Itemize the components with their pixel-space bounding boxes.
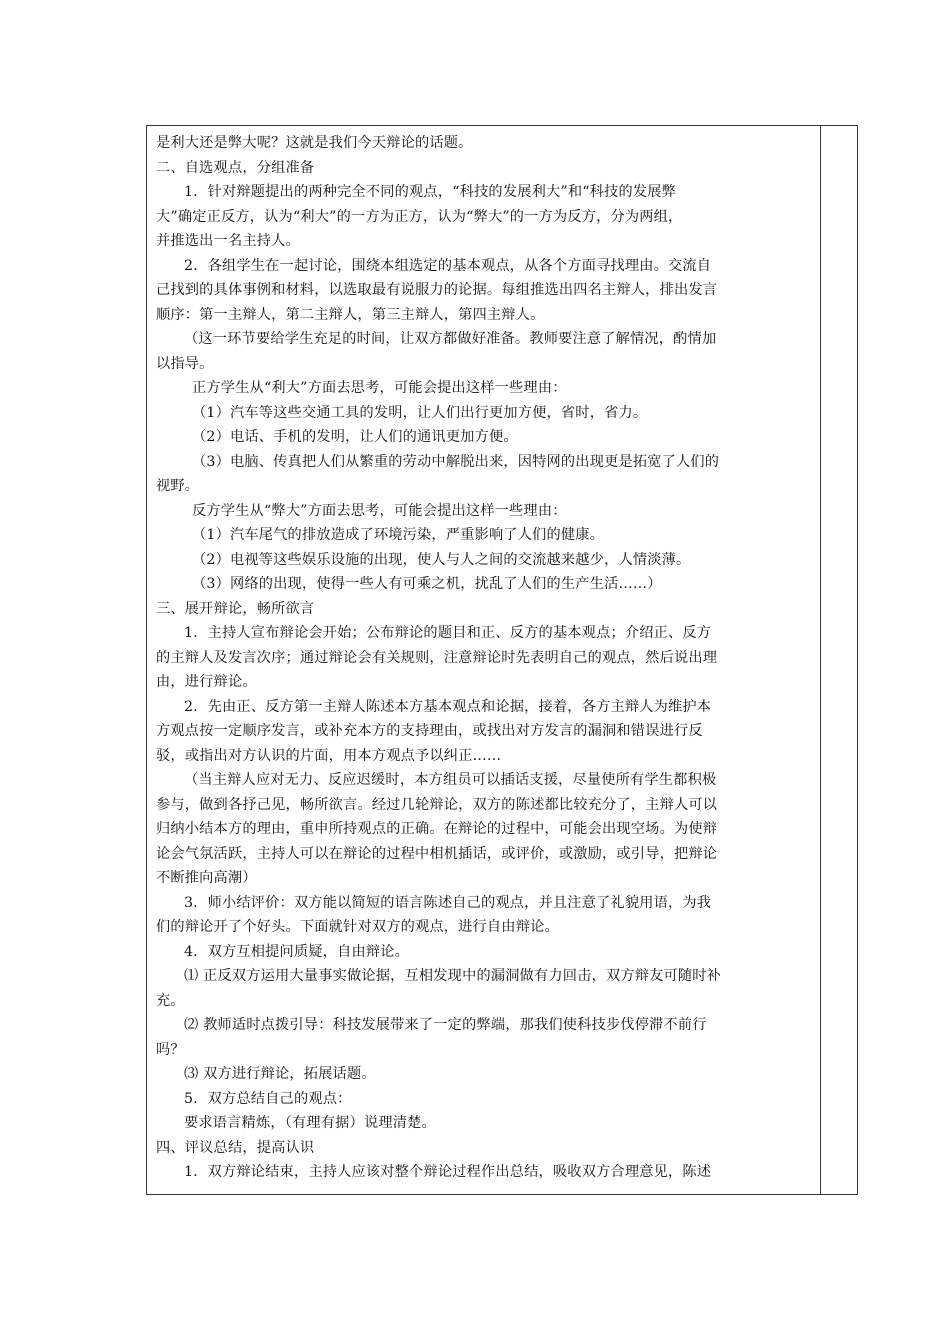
- side-column-divider: [820, 126, 821, 1194]
- text-line: 4．双方互相提问质疑，自由辩论。: [184, 943, 410, 960]
- text-line: 以指导。: [156, 355, 214, 372]
- text-line: （当主辩人应对无力、反应迟缓时，本方组员可以插话支援，尽量使所有学生都积极: [184, 772, 717, 788]
- text-line: （2）电视等这些娱乐设施的出现，使人与人之间的交流越来越少，人情淡薄。: [192, 551, 691, 568]
- text-line: 的主辩人及发言次序；通过辩论会有关规则，注意辩论时先表明自己的观点，然后说出理: [156, 649, 718, 666]
- text-line: 不断推向高潮）: [156, 870, 257, 886]
- text-line: （2）电话、手机的发明，让人们的通讯更加方便。: [192, 429, 518, 445]
- text-line: 驳，或指出对方认识的片面，用本方观点予以纠正……: [156, 747, 502, 764]
- text-line: 要求语言精炼，（有理有据）说理清楚。: [184, 1115, 436, 1131]
- text-line: 吗？: [156, 1041, 185, 1058]
- text-line: （1）汽车等这些交通工具的发明，让人们出行更加方便，省时，省力。: [192, 404, 648, 421]
- text-line: 大”确定正反方，认为“利大”的一方为正方，认为“弊大”的一方为反方，分为两组，: [156, 208, 683, 225]
- text-line: 方观点按一定顺序发言，或补充本方的支持理由，或找出对方发言的漏洞和错误进行反: [156, 723, 703, 739]
- text-line: 1．双方辩论结束，主持人应该对整个辩论过程作出总结，吸收双方合理意见，陈述: [184, 1164, 712, 1180]
- text-line: 顺序：第一主辩人，第二主辩人，第三主辩人，第四主辩人。: [156, 306, 545, 323]
- text-line: 2．先由正、反方第一主辩人陈述本方基本观点和论据，接着，各方主辩人为维护本: [184, 698, 712, 715]
- text-line: 正方学生从“利大”方面去思考，可能会提出这样一些理由：: [192, 380, 567, 396]
- text-line: 们的辩论开了个好头。下面就针对双方的观点，进行自由辩论。: [156, 919, 559, 935]
- text-line: 3．师小结评价：双方能以简短的语言陈述自己的观点，并且注意了礼貌用语，为我: [184, 894, 712, 911]
- text-line: 5．双方总结自己的观点：: [184, 1090, 352, 1107]
- text-line: 并推选出一名主持人。: [156, 233, 300, 249]
- text-line: 参与，做到各抒己见，畅所欲言。经过几轮辩论，双方的陈述都比较充分了，主辩人可以: [156, 796, 718, 813]
- lesson-content-cell: [147, 126, 819, 1185]
- text-line: 四、评议总结，提高认识: [156, 1139, 315, 1156]
- text-line: 反方学生从“弊大”方面去思考，可能会提出这样一些理由：: [192, 502, 567, 519]
- text-line: 归纳小结本方的理由，重申所持观点的正确。在辩论的过程中，可能会出现空场。为使辩: [156, 821, 718, 837]
- text-line: （3）电脑、传真把人们从繁重的劳动中解脱出来，因特网的出现更是拓宽了人们的: [192, 453, 720, 470]
- text-line: ⑵ 教师适时点拨引导：科技发展带来了一定的弊端，那我们使科技步伐停滞不前行: [184, 1017, 707, 1033]
- text-line: 己找到的具体事例和材料，以选取最有说服力的论据。每组推选出四名主辩人，排出发言: [156, 282, 718, 298]
- lesson-plan-table: [146, 125, 858, 1195]
- text-line: 2．各组学生在一起讨论，围绕本组选定的基本观点，从各个方面寻找理由。交流自: [184, 257, 712, 274]
- text-line: 充。: [156, 992, 185, 1009]
- text-line: （1）汽车尾气的排放造成了环境污染，严重影响了人们的健康。: [192, 527, 605, 543]
- text-line: 1．主持人宣布辩论会开始；公布辩论的题目和正、反方的基本观点；介绍正、反方: [184, 625, 712, 641]
- text-line: ⑴ 正反双方运用大量事实做论据，互相发现中的漏洞做有力回击，双方辩友可随时补: [184, 968, 722, 984]
- text-line: （3）网络的出现，使得一些人有可乘之机，扰乱了人们的生产生活……）: [192, 576, 662, 592]
- text-line: 是利大还是弊大呢？这就是我们今天辩论的话题。: [156, 135, 473, 151]
- text-line: 视野。: [156, 478, 200, 494]
- text-line: ⑶ 双方进行辩论，拓展话题。: [184, 1066, 376, 1082]
- text-line: （这一环节要给学生充足的时间，让双方都做好准备。教师要注意了解情况，酌情加: [184, 331, 717, 347]
- text-line: 三、展开辩论，畅所欲言: [156, 600, 315, 617]
- text-line: 论会气氛活跃，主持人可以在辩论的过程中相机插话，或评价，或激励，或引导，把辩论: [156, 845, 718, 862]
- text-line: 由，进行辩论。: [156, 674, 257, 690]
- text-line: 1．针对辩题提出的两种完全不同的观点，“科技的发展利大”和“科技的发展弊: [184, 184, 676, 200]
- text-line: 二、自选观点，分组准备: [156, 159, 315, 176]
